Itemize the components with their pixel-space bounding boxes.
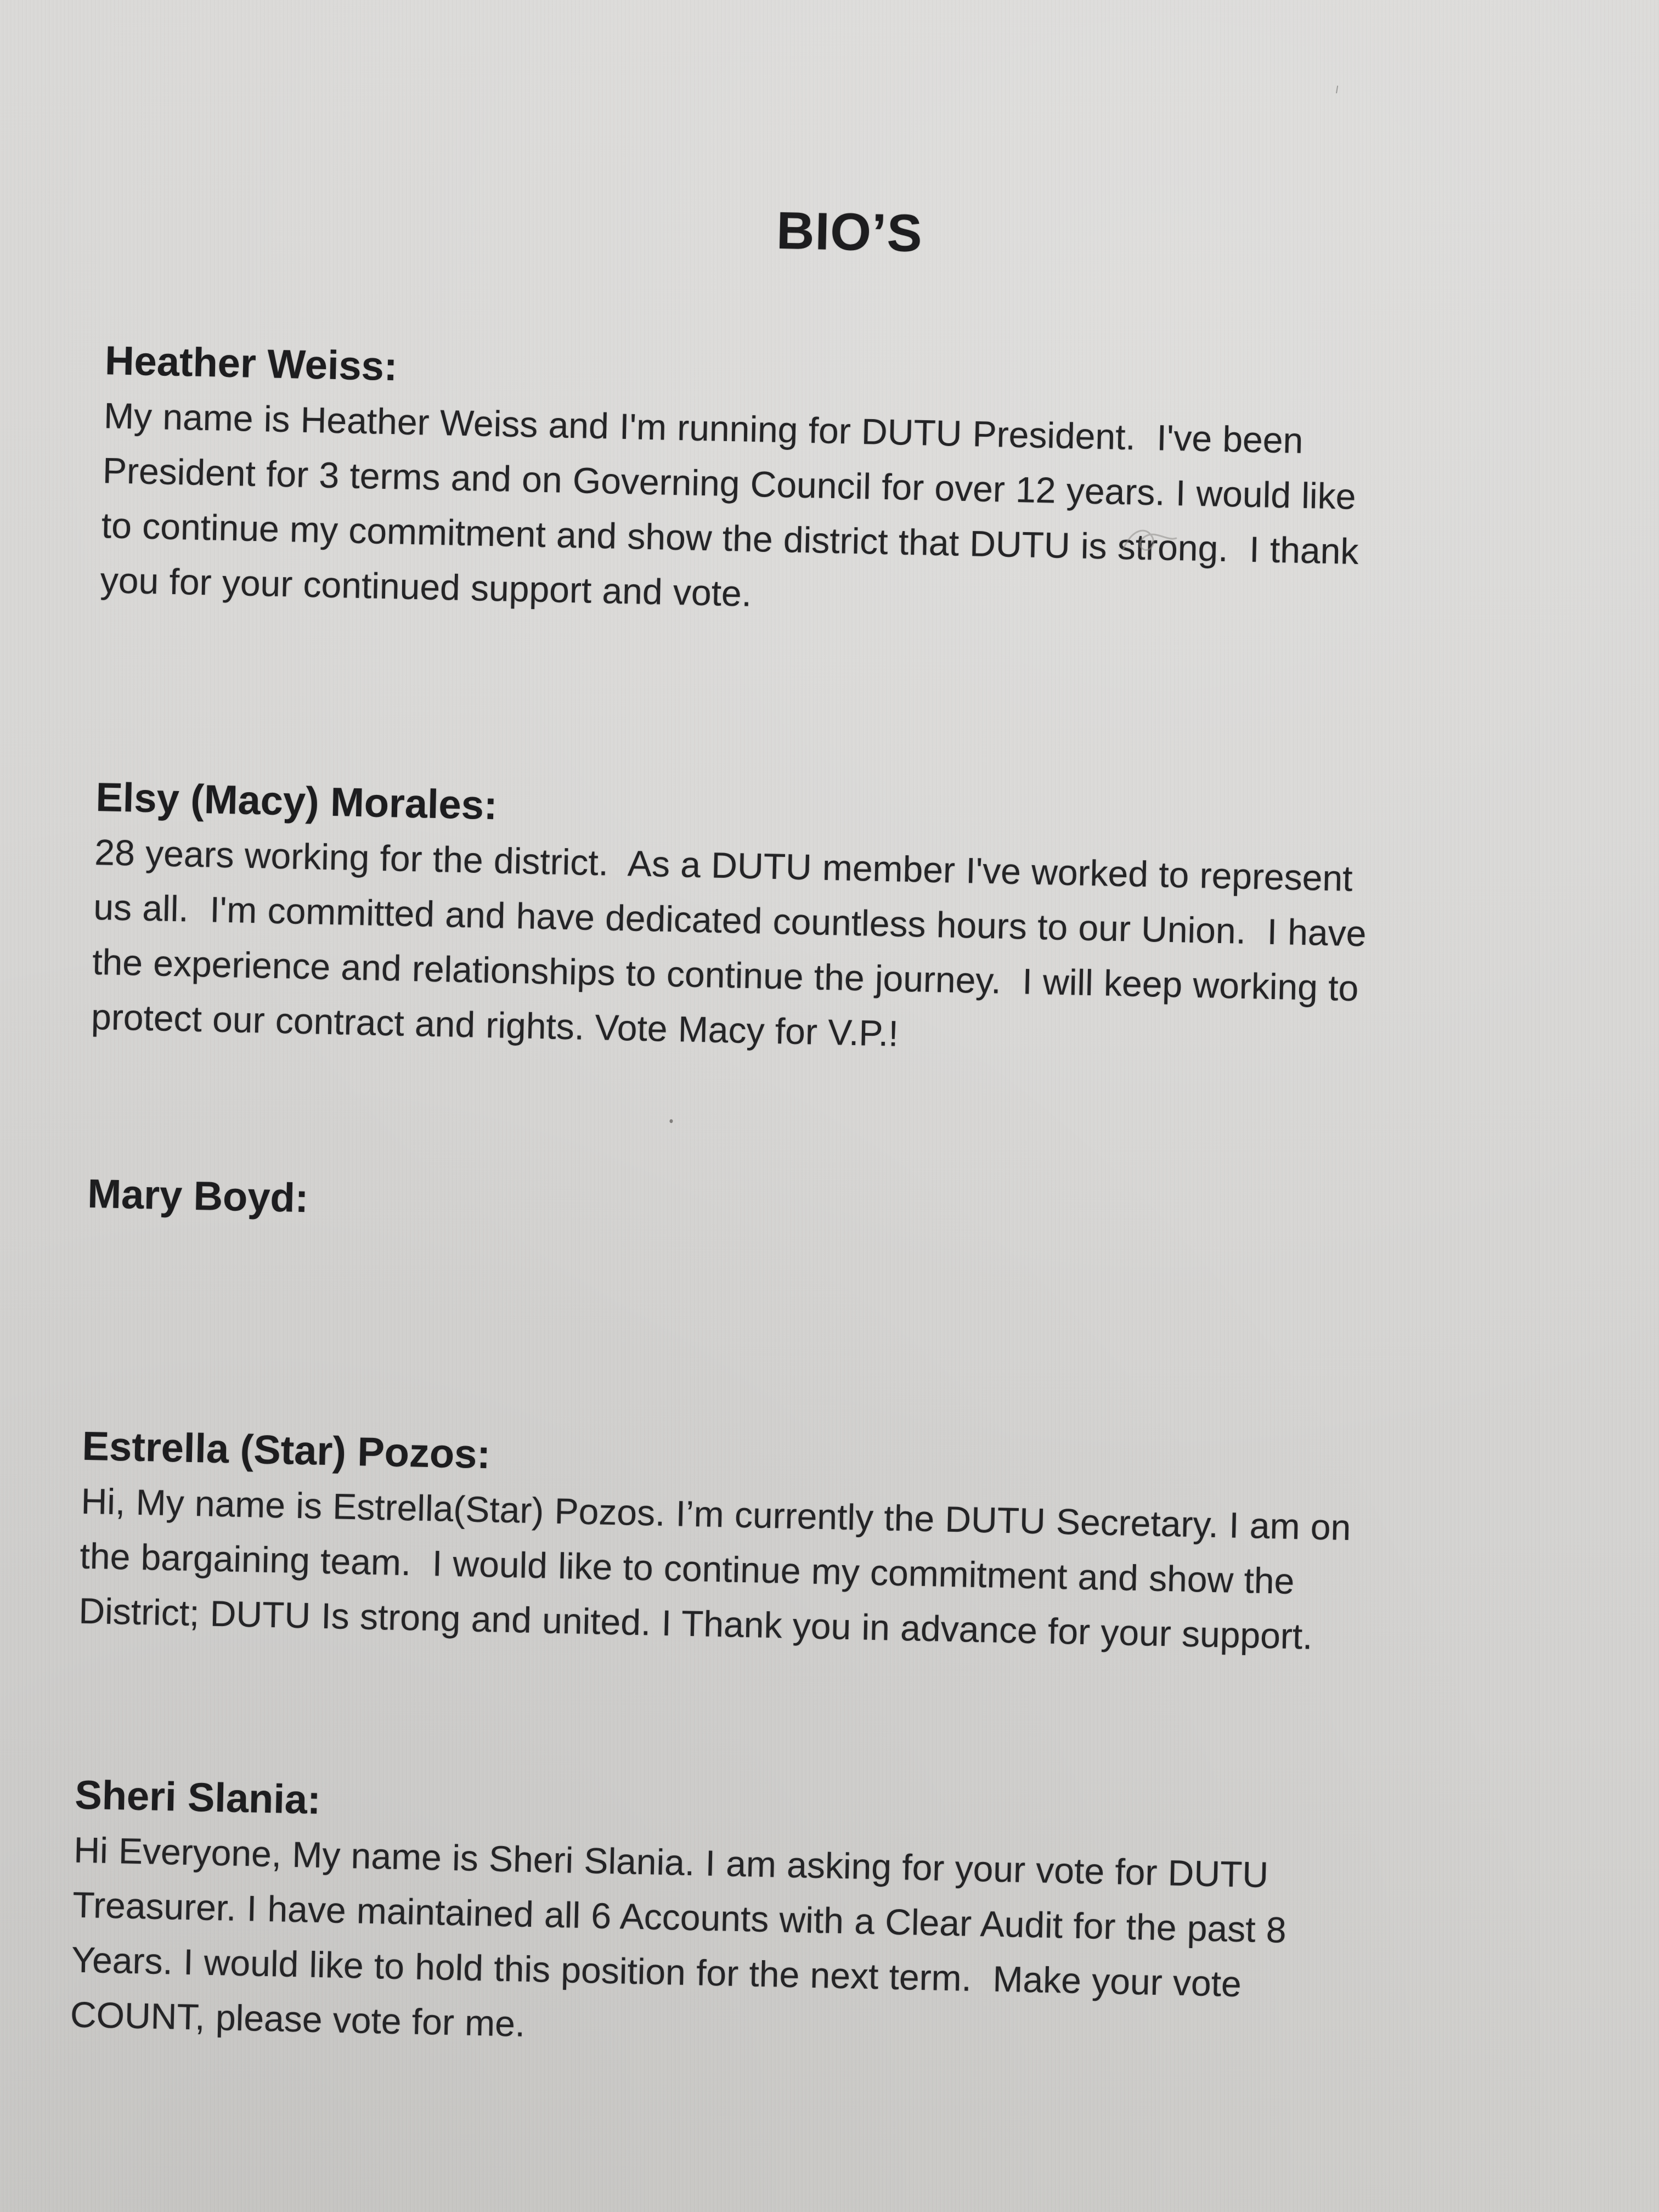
- bio-text: 28 years working for the district. As a DUTU member I've worked to represent us all. I'm committed and have dedicated countless hours to our Union. I have the experience and relationships to continue the journey. I will keep working to protect our contract and rights. Vote Macy for V.P.!: [91, 831, 1367, 1054]
- pencil-squiggle-mark: [1119, 517, 1186, 562]
- bio-name: Elsy (Macy) Morales:: [95, 774, 498, 828]
- bio-section-sheri-slania: [70, 1768, 1573, 2073]
- bio-name: Estrella (Star) Pozos:: [81, 1423, 491, 1477]
- bio-section-elsy-macy-morales: [91, 770, 1594, 1075]
- bio-name: Heather Weiss:: [104, 337, 398, 390]
- bio-section-heather-weiss: [100, 333, 1603, 639]
- bio-section-mary-boyd: [87, 1166, 1585, 1252]
- bio-text: My name is Heather Weiss and I'm running for DUTU President. I've been President for 3 terms and on Governing Council for over 12 years. I would like to continue my commitment and show the district that DUTU is strong. I thank you for your continued support and vote.: [100, 395, 1359, 614]
- page-title: BIO’S: [776, 201, 923, 263]
- bio-name: Sheri Slania:: [74, 1771, 321, 1822]
- bio-text: Hi, My name is Estrella(Star) Pozos. I’m currently the DUTU Secretary. I am on the bargaining team. I would like to continue my commitment and show the District; DUTU Is strong and united. I Thank you in advance for your support.: [78, 1480, 1352, 1657]
- bio-section-estrella-star-pozos: [78, 1419, 1581, 1669]
- paper-speck: [669, 1119, 673, 1123]
- bio-name: Mary Boyd:: [87, 1170, 309, 1221]
- bio-text: Hi Everyone, My name is Sheri Slania. I am asking for your vote for DUTU Treasurer. I have maintained all 6 Accounts with a Clear Audit for the past 8 Years. I would like to hold this position for the next term. Make your vote COUNT, please vote for me.: [70, 1829, 1287, 2044]
- paper-fiber: [1336, 86, 1338, 93]
